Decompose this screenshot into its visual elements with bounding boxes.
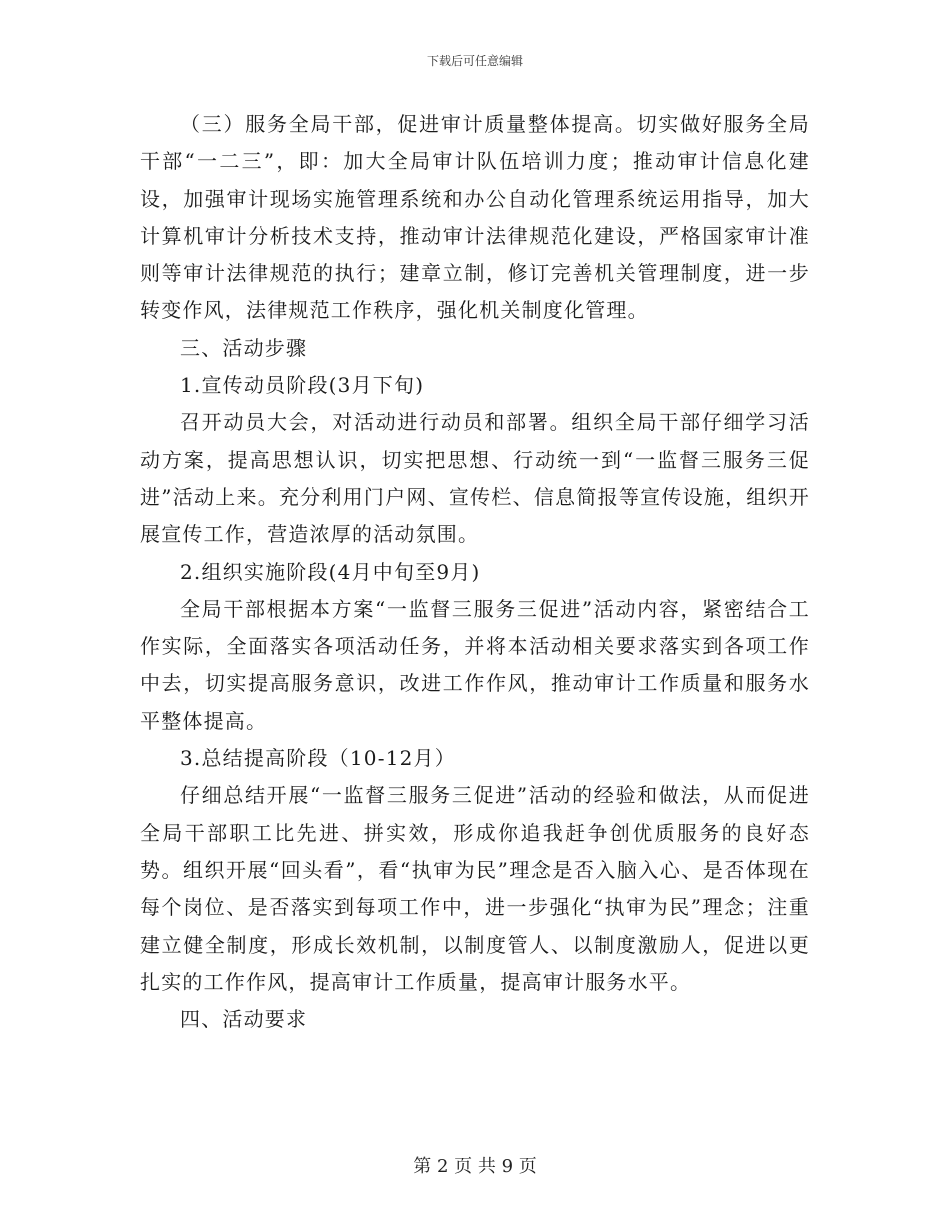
page-header-note: 下载后可任意编辑: [426, 54, 523, 68]
document-body: [140, 106, 810, 1038]
heading-activity-requirements: 四、活动要求: [180, 1007, 308, 1032]
paragraph-stage-1: 召开动员大会，对活动进行动员和部署。组织全局干部仔细学习活动方案，提高思想认识，切实把思想、行动统一到“一监督三服务三促进”活动上来。充分利用门户网、宣传栏、信息简报等宣传设施，组织开展宣传工作，营造浓厚的活动氛围。: [140, 410, 810, 547]
heading-stage-2: 2.组织实施阶段(4月中旬至9月): [180, 559, 481, 584]
page-number: 第 2 页 共 9 页: [413, 1156, 537, 1177]
heading-stage-1: 1.宣传动员阶段(3月下旬): [180, 373, 425, 398]
paragraph-service-cadres: （三）服务全局干部，促进审计质量整体提高。切实做好服务全局干部“一二三”，即：加大全局审计队伍培训力度；推动审计信息化建设，加强审计现场实施管理系统和办公自动化管理系统运用指导，加大计算机审计分析技术支持，推动审计法律规范化建设，严格国家审计准则等审计法律规范的执行；建章立制，修订完善机关管理制度，进一步转变作风，法律规范工作秩序，强化机关制度化管理。: [140, 112, 810, 323]
heading-activity-steps: 三、活动步骤: [180, 335, 308, 360]
paragraph-stage-3: 仔细总结开展“一监督三服务三促进”活动的经验和做法，从而促进全局干部职工比先进、拼实效，形成你追我赶争创优质服务的良好态势。组织开展“回头看”，看“执审为民”理念是否入脑入心、是否体现在每个岗位、是否落实到每项工作中，进一步强化“执审为民”理念；注重建立健全制度，形成长效机制，以制度管人、以制度激励人，促进以更扎实的工作作风，提高审计工作质量，提高审计服务水平。: [140, 783, 810, 994]
heading-stage-3: 3.总结提高阶段（10-12月）: [180, 746, 456, 771]
paragraph-stage-2: 全局干部根据本方案“一监督三服务三促进”活动内容，紧密结合工作实际，全面落实各项活动任务，并将本活动相关要求落实到各项工作中去，切实提高服务意识，改进工作作风，推动审计工作质量和服务水平整体提高。: [140, 596, 810, 733]
